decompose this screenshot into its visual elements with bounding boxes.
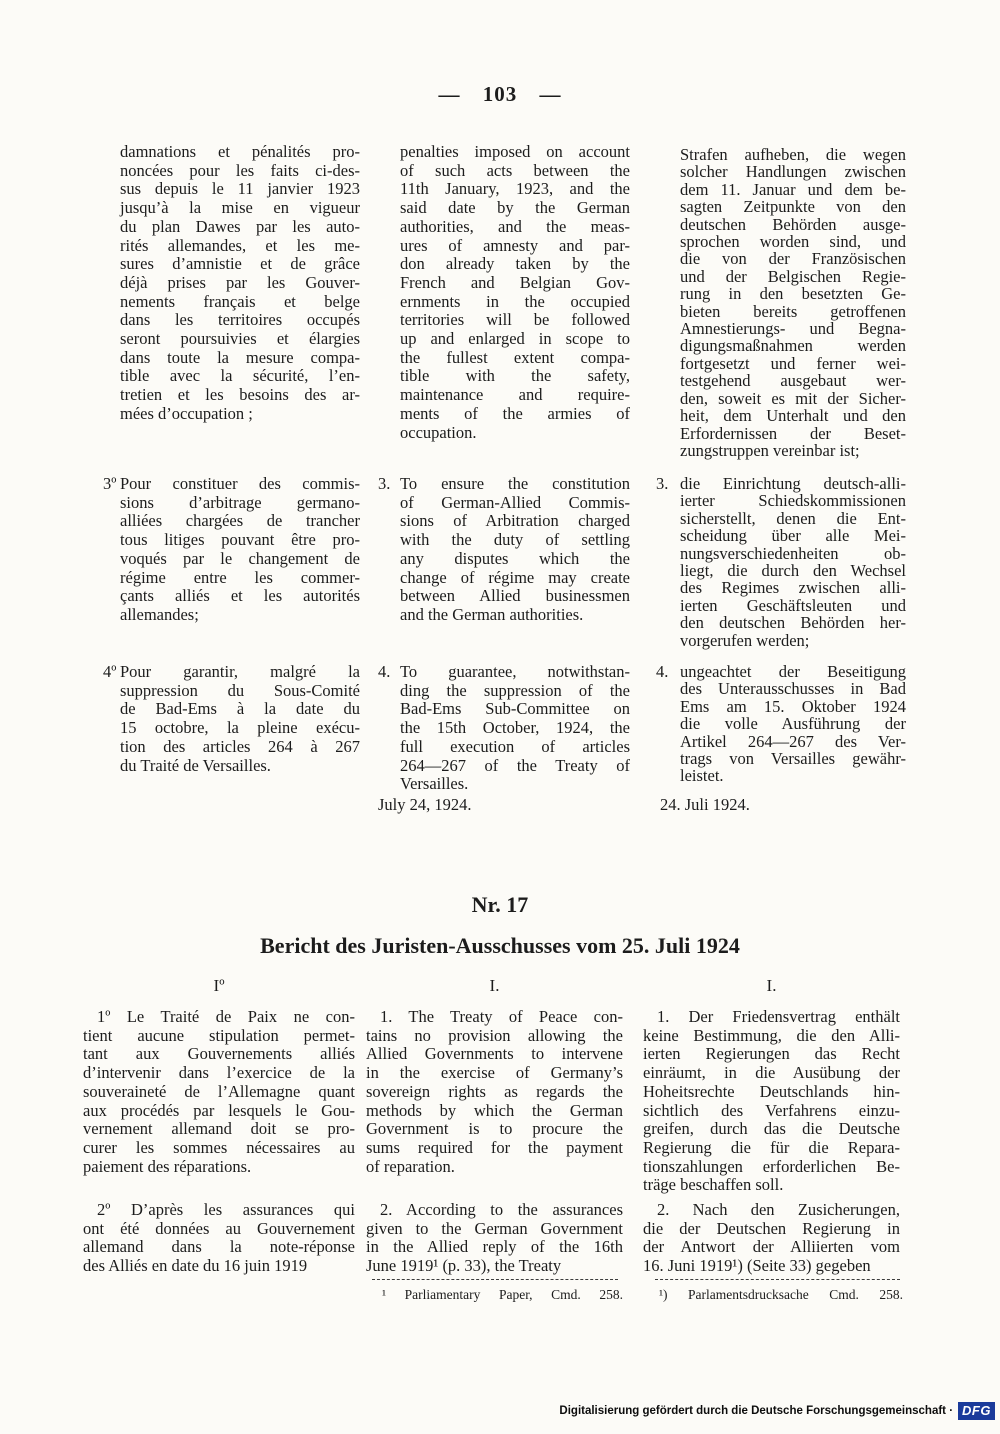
- text-line: 2º D’après les assurances qui: [97, 1200, 355, 1219]
- text-line: sprochen worden sind, und: [680, 232, 906, 252]
- text-line: noncées pour les faits ci-des-: [120, 160, 360, 180]
- text-line: ierten Geschäftsleuten und: [680, 595, 906, 615]
- text-line: allemandes;: [120, 604, 199, 624]
- column-french-lower: [83, 0, 355, 1434]
- text-line: in the exercise of Germany’s: [366, 1063, 623, 1083]
- text-line: alliées chargées de trancher: [120, 511, 360, 531]
- text-line: Ems am 15. Oktober 1924: [680, 696, 906, 716]
- text-line: die volle Ausführung der: [680, 714, 906, 734]
- text-line: ont été données au Gouvernement: [83, 1218, 355, 1238]
- text-line: du plan Dawes par les auto-: [120, 216, 360, 236]
- footnote-english: ¹ Parliamentary Paper, Cmd. 258.: [382, 1287, 623, 1302]
- text-line: maintenance and require-: [400, 385, 630, 405]
- text-line: tient aucune stipulation permet-: [83, 1025, 355, 1045]
- text-line: digungsmaßnahmen werden: [680, 336, 906, 356]
- text-line: voqués par le changement de: [120, 548, 360, 568]
- text-line: des Unterausschusses in Bad: [680, 679, 906, 699]
- text-line: sovereign rights as regards the: [366, 1081, 623, 1101]
- text-line: Amnestierungs- und Begna-: [680, 319, 906, 339]
- text-line: de Bad-Ems à la date du: [120, 699, 360, 719]
- text-line: Pour constituer des commis-: [120, 474, 360, 493]
- text-line: Strafen aufheben, die wegen: [680, 145, 906, 164]
- text-line: ierter Schiedskommissionen: [680, 491, 906, 511]
- text-line: zungstruppen vereinbar ist;: [680, 440, 860, 460]
- text-line: träge beschaffen soll.: [643, 1175, 784, 1195]
- text-line: nungsverschiedenheiten ob-: [680, 543, 906, 563]
- text-line: tretien et les besoins des ar-: [120, 385, 360, 405]
- text-line: damnations et pénalités pro-: [120, 142, 360, 161]
- item-number: 4º: [103, 662, 117, 681]
- text-line: deutschen Behörden ausge-: [680, 214, 906, 234]
- text-line: sions d’arbitrage germano-: [120, 492, 360, 512]
- text-line: sums required for the payment: [366, 1137, 623, 1157]
- text-line: change of régime may create: [400, 567, 630, 587]
- text-line: don already taken by the: [400, 254, 630, 274]
- text-line: den, soweit es mit der Sicher-: [680, 388, 906, 408]
- text-line: Pour garantir, malgré la: [120, 662, 360, 681]
- text-line: heit, dem Unterhalt und den: [680, 406, 906, 426]
- text-line: curer les sommes nécessaires au: [83, 1137, 355, 1157]
- text-line: of such acts between the: [400, 160, 630, 180]
- text-line: tion des articles 264 à 267: [120, 736, 360, 756]
- text-line: ernments in the occupied: [400, 291, 630, 311]
- text-line: scheidung über alle Mei-: [680, 526, 906, 546]
- text-line: Erfordernissen der Beset-: [680, 423, 906, 443]
- text-line: Bad-Ems Sub-Committee on: [400, 699, 630, 719]
- text-line: einräumt, in die Ausübung der: [643, 1063, 900, 1083]
- date-german: 24. Juli 1924.: [660, 795, 750, 814]
- footnote-divider: [655, 1279, 900, 1280]
- column-english-lower: [366, 0, 623, 1434]
- page-number: — 103 —: [438, 82, 562, 106]
- text-line: vernement allemand doit se pro-: [83, 1119, 355, 1139]
- text-line: penalties imposed on account: [400, 142, 630, 161]
- text-line: 15 octobre, la pleine exécu-: [120, 718, 360, 738]
- text-line: paiement des réparations.: [83, 1156, 252, 1176]
- text-line: ungeachtet der Beseitigung: [680, 662, 906, 681]
- text-line: tible with the safety,: [400, 366, 630, 386]
- item-number: 3.: [656, 474, 669, 493]
- text-line: Versailles.: [400, 774, 469, 794]
- text-line: Hoheitsrechte Deutschlands hin-: [643, 1081, 900, 1101]
- text-line: sagten Zeitpunkte von den: [680, 197, 906, 217]
- text-line: ments of the armies of: [400, 403, 630, 423]
- text-line: tous litiges pouvant être pro-: [120, 530, 360, 550]
- text-line: keine Bestimmung, die den Alli-: [643, 1025, 900, 1045]
- text-line: 2. According to the assurances: [380, 1200, 623, 1219]
- text-line: June 1919¹ (p. 33), the Treaty: [366, 1256, 562, 1276]
- text-line: liegt, die durch den Wechsel: [680, 561, 906, 581]
- paragraph-1-german: [643, 1008, 900, 1195]
- text-line: Regierung die für die Repara-: [643, 1137, 900, 1157]
- text-line: 11th January, 1923, and the: [400, 179, 630, 199]
- item-number: 4.: [656, 662, 669, 681]
- text-line: aux procédés par lesquels le Gou-: [83, 1100, 355, 1120]
- text-line: greifen, durch das die Deutsche: [643, 1119, 900, 1139]
- text-line: bieten bereits getroffenen: [680, 301, 906, 321]
- text-line: full execution of articles: [400, 736, 630, 756]
- text-line: of German-Allied Commis-: [400, 492, 630, 512]
- text-line: Government is to procure the: [366, 1119, 623, 1139]
- text-line: çants alliés et les autorités: [120, 586, 360, 606]
- digitization-footer: [559, 1402, 995, 1420]
- text-line: des Alliés en date du 16 juin 1919: [83, 1256, 308, 1276]
- text-line: 2. Nach den Zusicherungen,: [657, 1200, 900, 1219]
- text-line: French and Belgian Gov-: [400, 272, 630, 292]
- text-line: in the Allied reply of the 16th: [366, 1237, 623, 1257]
- text-line: déjà prises par les Gouver-: [120, 272, 360, 292]
- text-line: régime entre les commer-: [120, 567, 360, 587]
- text-line: To guarantee, notwithstan-: [400, 662, 630, 681]
- text-line: tionszahlungen erforderlichen Be-: [643, 1156, 900, 1176]
- column-header-french: Iº: [213, 976, 225, 995]
- text-line: die Einrichtung deutsch-alli-: [680, 474, 906, 493]
- text-line: trags von Versailles gewähr-: [680, 749, 906, 769]
- text-line: and the German authorities.: [400, 604, 584, 624]
- text-line: of reparation.: [366, 1156, 455, 1176]
- text-line: the fullest extent compa-: [400, 347, 630, 367]
- text-line: souveraineté de l’Allemagne quant: [83, 1081, 355, 1101]
- text-line: tains no provision allowing the: [366, 1025, 623, 1045]
- text-line: tant aux Gouvernements alliés: [83, 1044, 355, 1064]
- text-line: Allied Governments to intervene: [366, 1044, 623, 1064]
- text-line: die von der Französischen: [680, 249, 906, 269]
- text-line: mées d’occupation ;: [120, 403, 253, 423]
- column-header-german: I.: [766, 976, 777, 995]
- text-line: testgehend ausgebaut wer-: [680, 371, 906, 391]
- dfg-logo: DFG: [958, 1402, 995, 1420]
- text-line: fortgesetzt und ferner wei-: [680, 353, 906, 373]
- item-number: 4.: [378, 662, 391, 681]
- footer-credit-text: Digitalisierung gefördert durch die Deutsche Forschungsgemeinschaft ·: [559, 1405, 954, 1417]
- text-line: 16. Juni 1919¹) (Seite 33) gegeben: [643, 1256, 871, 1276]
- text-line: occupation.: [400, 422, 477, 442]
- text-line: dem 11. Januar und dem be-: [680, 179, 906, 199]
- text-line: vorgerufen werden;: [680, 630, 810, 650]
- text-line: dans les territoires occupés: [120, 310, 360, 330]
- text-line: To ensure the constitution: [400, 474, 630, 493]
- text-line: territories will be followed: [400, 310, 630, 330]
- text-line: authorities, and the meas-: [400, 216, 630, 236]
- text-line: 264—267 of the Treaty of: [400, 755, 630, 775]
- text-line: sions of Arbitration charged: [400, 511, 630, 531]
- text-line: du Traité de Versailles.: [120, 755, 271, 775]
- footnote-divider: [372, 1279, 618, 1280]
- text-line: 1. The Treaty of Peace con-: [380, 1007, 623, 1026]
- text-line: jusqu’à la mise en vigueur: [120, 198, 360, 218]
- paragraph-2-german: [643, 1201, 900, 1276]
- section-number-heading: Nr. 17: [471, 892, 529, 917]
- text-line: die der Deutschen Regierung in: [643, 1218, 900, 1238]
- text-line: ures of amnesty and par-: [400, 235, 630, 255]
- item-number: 3º: [103, 474, 117, 493]
- text-line: sus depuis le 11 janvier 1923: [120, 179, 360, 199]
- text-line: des Regimes zwischen alli-: [680, 578, 906, 598]
- text-line: suppression du Sous-Comité: [120, 680, 360, 700]
- text-line: ding the suppression of the: [400, 680, 630, 700]
- text-line: seront poursuivies et élargies: [120, 329, 360, 349]
- paragraph-1-french: [83, 1008, 355, 1176]
- text-line: given to the German Government: [366, 1218, 623, 1238]
- item-number: 3.: [378, 474, 391, 493]
- text-line: d’intervenir dans l’exercice de la: [83, 1063, 355, 1083]
- paragraph-1-english: [366, 1008, 623, 1176]
- text-line: und der Belgischen Regie-: [680, 266, 906, 286]
- text-line: the 15th October, 1924, the: [400, 718, 630, 738]
- text-line: rités allemandes, et les me-: [120, 235, 360, 255]
- column-header-english: I.: [489, 976, 500, 995]
- text-line: nements français et belge: [120, 291, 360, 311]
- text-line: ierten Regierungen das Recht: [643, 1044, 900, 1064]
- text-line: der Antwort der Alliierten vom: [643, 1237, 900, 1257]
- text-line: sicherstellt, denen die Ent-: [680, 508, 906, 528]
- text-line: leistet.: [680, 766, 724, 786]
- text-line: between Allied businessmen: [400, 586, 630, 606]
- text-line: den deutschen Behörden her-: [680, 613, 906, 633]
- footnote-german: ¹) Parlamentsdrucksache Cmd. 258.: [659, 1287, 903, 1302]
- text-line: methods by which the German: [366, 1100, 623, 1120]
- text-line: allemand dans la note-réponse: [83, 1237, 355, 1257]
- text-line: sures d’amnistie et de grâce: [120, 254, 360, 274]
- text-line: said date by the German: [400, 198, 630, 218]
- text-line: 1. Der Friedensvertrag enthält: [657, 1007, 900, 1026]
- text-line: rung in den besetzten Ge-: [680, 284, 906, 304]
- column-german-lower: [643, 0, 903, 1434]
- text-line: 1º Le Traité de Paix ne con-: [97, 1007, 355, 1026]
- text-line: sichtlich des Verfahrens einzu-: [643, 1100, 900, 1120]
- text-line: solcher Handlungen zwischen: [680, 162, 906, 182]
- paragraph-2-french: [83, 1201, 355, 1276]
- date-english: July 24, 1924.: [378, 795, 472, 814]
- text-line: tible avec la sécurité, l’en-: [120, 366, 360, 386]
- paragraph-2-english: [366, 1201, 623, 1276]
- text-line: up and enlarged in scope to: [400, 329, 630, 349]
- text-line: with the duty of settling: [400, 530, 630, 550]
- text-line: Artikel 264—267 des Ver-: [680, 731, 906, 751]
- text-line: any disputes which the: [400, 548, 630, 568]
- section-title: Bericht des Juristen-Ausschusses vom 25. Juli 1924: [260, 933, 740, 958]
- text-line: dans toute la mesure compa-: [120, 347, 360, 367]
